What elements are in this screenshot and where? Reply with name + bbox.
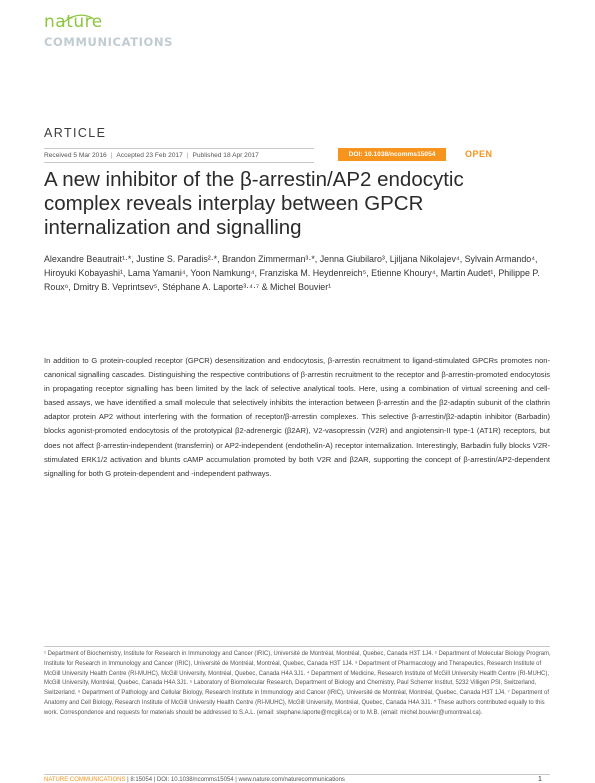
- author-list: Alexandre Beautrait¹·*, Justine S. Paradis²·*, Brandon Zimmerman³·*, Jenna Giubilaro³, Ljiljana Nikolajev⁴, Sylvain Armando⁴, Hiroyuki Kobayashi¹, Lama Yamani⁴, Yoon Namkung⁴, Franziska M. Heydenreich⁵, Etienne Khoury⁴, Martin Audet¹, Philippe P. Roux⁶, Dmitry B. Veprintsev⁵, Stéphane A. Laporte³·⁴·⁷ & Michel Bouvier¹: [44, 254, 540, 293]
- published-date: Published 18 Apr 2017: [192, 152, 259, 159]
- page-footer: [44, 777, 345, 783]
- date-separator: |: [110, 152, 113, 159]
- page-number: 1: [538, 776, 542, 783]
- article-type-label: ARTICLE: [44, 126, 107, 140]
- journal-logo-communications: COMMUNICATIONS: [44, 35, 173, 49]
- footer-divider: [44, 774, 550, 775]
- open-access-label: OPEN: [465, 149, 493, 159]
- footer-details: | 8:15054 | DOI: 10.1038/ncomms15054 | www.nature.com/naturecommunications: [125, 777, 345, 783]
- doi-text[interactable]: DOI: 10.1038/ncomms15054: [348, 151, 436, 158]
- abstract: In addition to G protein-coupled receptor (GPCR) desensitization and endocytosis, β-arrestin recruitment to ligand-stimulated GPCRs promotes non-canonical signalling cascades. Distinguishing the respective contributions of β-arrestin recruitment to the receptor and β-arrestin-promoted endocytosis in propagating receptor signalling has been limited by the lack of selective analytical tools. Here, using a combination of virtual screening and cell-based assays, we have identified a small molecule that selectively inhibits the interaction between β-arrestin and the β2-adaptin subunit of the clathrin adaptor protein AP2 without interfering with the formation of receptor/β-arrestin complexes. This selective β-arrestin/β2-adaptin inhibitor (Barbadin) blocks agonist-promoted endocytosis of the prototypical β2-adrenergic (β2AR), V2-vasopressin (V2R) and angiotensin-II type-1 (AT1R) receptors, but does not affect β-arrestin-independent (transferrin) or AP2-independent (endothelin-A) receptor internalization. Interestingly, Barbadin fully blocks V2R-stimulated ERK1/2 activation and blunts cAMP accumulation promoted by both V2R and β2AR, supporting the concept of β-arrestin/AP2-dependent signalling for both G protein-dependent and -independent pathways.: [44, 356, 550, 478]
- footer-journal: NATURE COMMUNICATIONS: [44, 777, 126, 783]
- affiliations-divider: [44, 646, 550, 647]
- publication-dates: [44, 148, 314, 163]
- logo-arc-icon: [62, 13, 96, 23]
- accepted-date: Accepted 23 Feb 2017: [116, 152, 183, 159]
- article-title: A new inhibitor of the β-arrestin/AP2 endocytic complex reveals interplay between GPCR internalization and signalling: [44, 168, 464, 239]
- doi-badge[interactable]: [338, 148, 446, 161]
- journal-logo-nature: nature: [44, 12, 103, 32]
- affiliations: ¹ Department of Biochemistry, Institute for Research in Immunology and Cancer (IRIC), Université de Montréal, Montréal, Quebec, Canada H3T 1J4. ² Department of Molecular Biology Program, Institute for Research in Immunology and Cancer (IRIC), Université de Montréal, Montréal, Quebec, Canada H3T 1J4. ³ Department of Pharmacology and Therapeutics, Research Institute of McGill University Health Centre (RI-MUHC), McGill University, Montréal, Quebec, Canada H4A 3J1. ⁴ Department of Medicine, Research Institute of McGill University Health Centre (RI-MUHC), McGill University, Montréal, Quebec, Canada H4A 3J1. ⁵ Laboratory of Biomolecular Research, Department of Biology and Chemistry, Paul Scherrer Institut, 5232 Villigen PSI, Switzerland, Switzerland. ⁶ Department of Pathology and Cellular Biology, Research Institute in Immunology and Cancer (IRIC), Université de Montréal, Montréal, Quebec, Canada H3T 1J4. ⁷ Department of Anatomy and Cell Biology, Research Institute of McGill University Health Centre (RI-MUHC), McGill University, Montréal, Quebec, Canada H4A 3J1. * These authors contributed equally to this work. Correspondence and requests for materials should be addressed to S.A.L. (email: stephane.laporte@mcgill.ca) or to M.B. (email: michel.bouvier@umontreal.ca).: [44, 651, 551, 716]
- date-separator: |: [186, 152, 189, 159]
- received-date: Received 5 Mar 2016: [44, 152, 107, 159]
